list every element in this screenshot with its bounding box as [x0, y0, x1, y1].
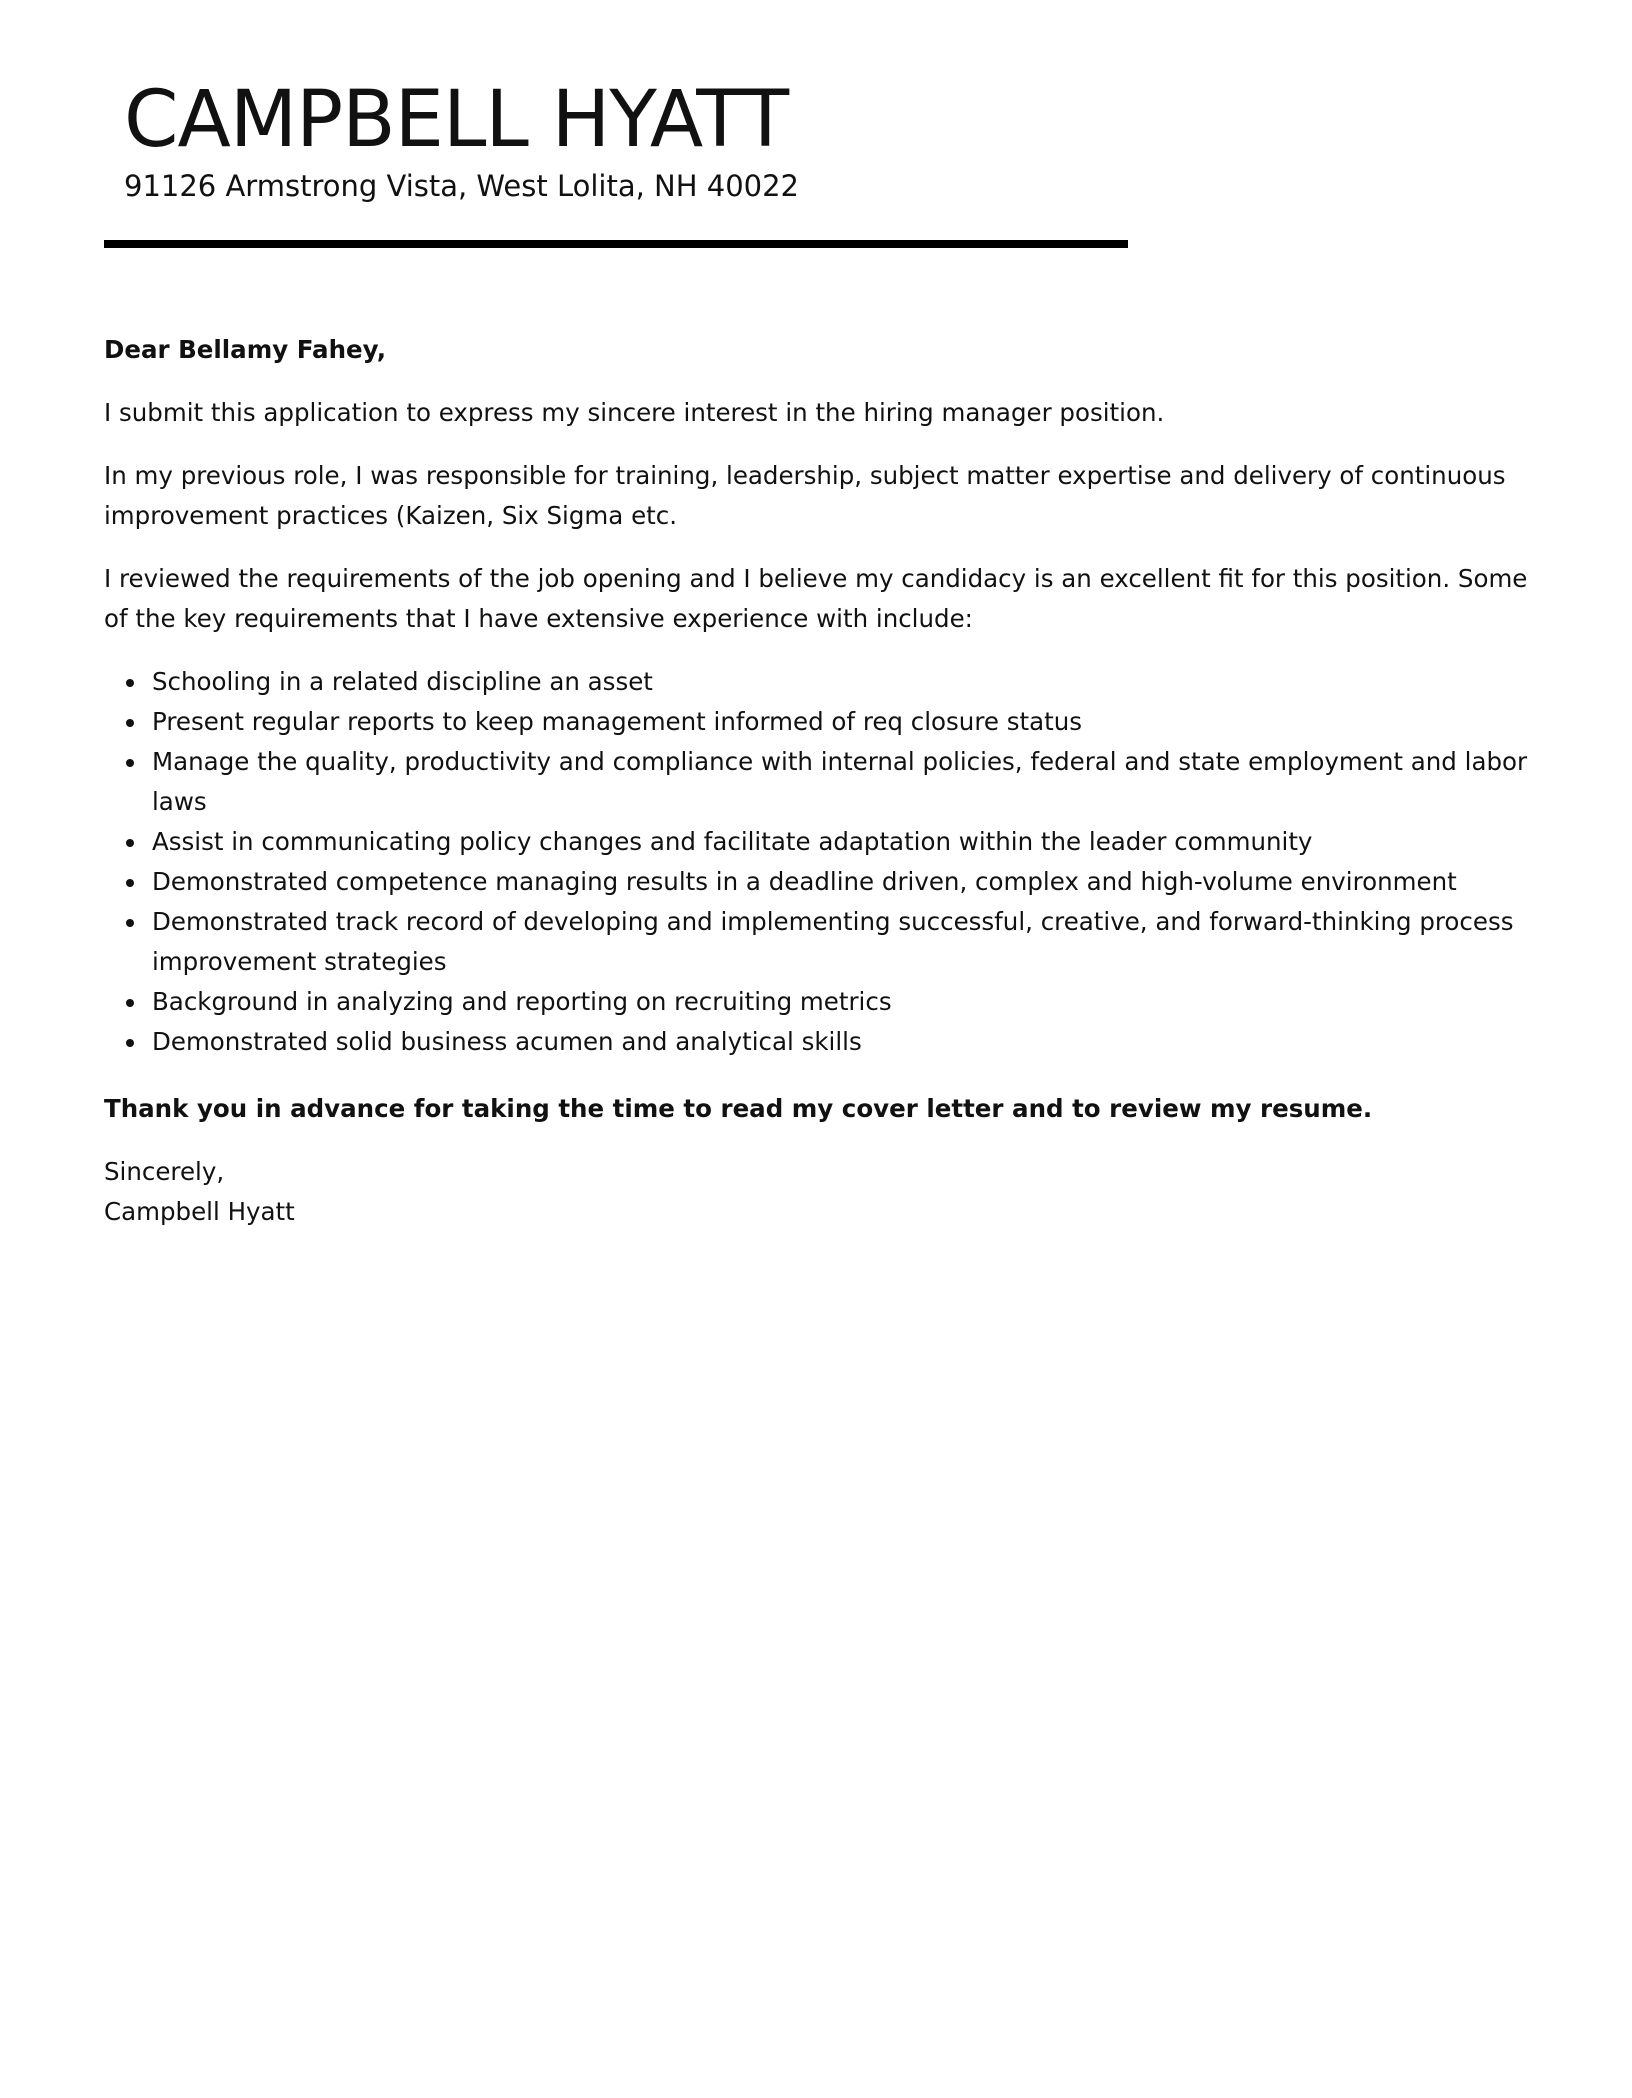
list-item: [152, 982, 1544, 1022]
bullet-icon: [126, 1039, 134, 1047]
bullet-icon: [126, 919, 134, 927]
intro-paragraph: I submit this application to express my sincere interest in the hiring manager position.: [104, 398, 1165, 427]
bullet-icon: [126, 879, 134, 887]
letter-header: [124, 74, 799, 206]
list-item-text: Present regular reports to keep management informed of req closure status: [152, 707, 1083, 736]
list-item: [152, 822, 1544, 862]
requirements-list: [104, 662, 1544, 1062]
bullet-icon: [126, 759, 134, 767]
bullet-icon: [126, 679, 134, 687]
signoff-block: [104, 1152, 1544, 1232]
salutation: Dear Bellamy Fahey,: [104, 335, 387, 364]
list-item-text: Demonstrated track record of developing and implementing successful, creative, and forward-thinking process improvement strategies: [152, 907, 1514, 976]
list-item: [152, 862, 1544, 902]
list-item-text: Manage the quality, productivity and compliance with internal policies, federal and state employment and labor laws: [152, 747, 1528, 816]
bullet-icon: [126, 839, 134, 847]
list-item: [152, 702, 1544, 742]
requirements-paragraph: I reviewed the requirements of the job opening and I believe my candidacy is an excellent fit for this position. Some of the key requirements that I have extensive experience with include:: [104, 564, 1528, 633]
experience-paragraph: In my previous role, I was responsible for training, leadership, subject matter expertise and delivery of continuous improvement practices (Kaizen, Six Sigma etc.: [104, 461, 1506, 530]
bullet-icon: [126, 999, 134, 1007]
list-item: [152, 1022, 1544, 1062]
bullet-icon: [126, 719, 134, 727]
applicant-address: 91126 Armstrong Vista, West Lolita, NH 40022: [124, 169, 800, 203]
letter-body: [104, 330, 1544, 1232]
list-item-text: Assist in communicating policy changes and facilitate adaptation within the leader community: [152, 827, 1313, 856]
applicant-name: CAMPBELL HYATT: [124, 75, 789, 165]
list-item: [152, 902, 1544, 982]
list-item: [152, 662, 1544, 702]
list-item-text: Demonstrated solid business acumen and analytical skills: [152, 1027, 862, 1056]
signature-name: Campbell Hyatt: [104, 1197, 295, 1226]
list-item: [152, 742, 1544, 822]
closing-paragraph: Thank you in advance for taking the time to read my cover letter and to review my resume.: [104, 1094, 1373, 1123]
list-item-text: Background in analyzing and reporting on recruiting metrics: [152, 987, 892, 1016]
list-item-text: Demonstrated competence managing results in a deadline driven, complex and high-volume environment: [152, 867, 1457, 896]
list-item-text: Schooling in a related discipline an asset: [152, 667, 653, 696]
header-divider: [104, 240, 1128, 248]
signoff-text: Sincerely,: [104, 1157, 225, 1186]
